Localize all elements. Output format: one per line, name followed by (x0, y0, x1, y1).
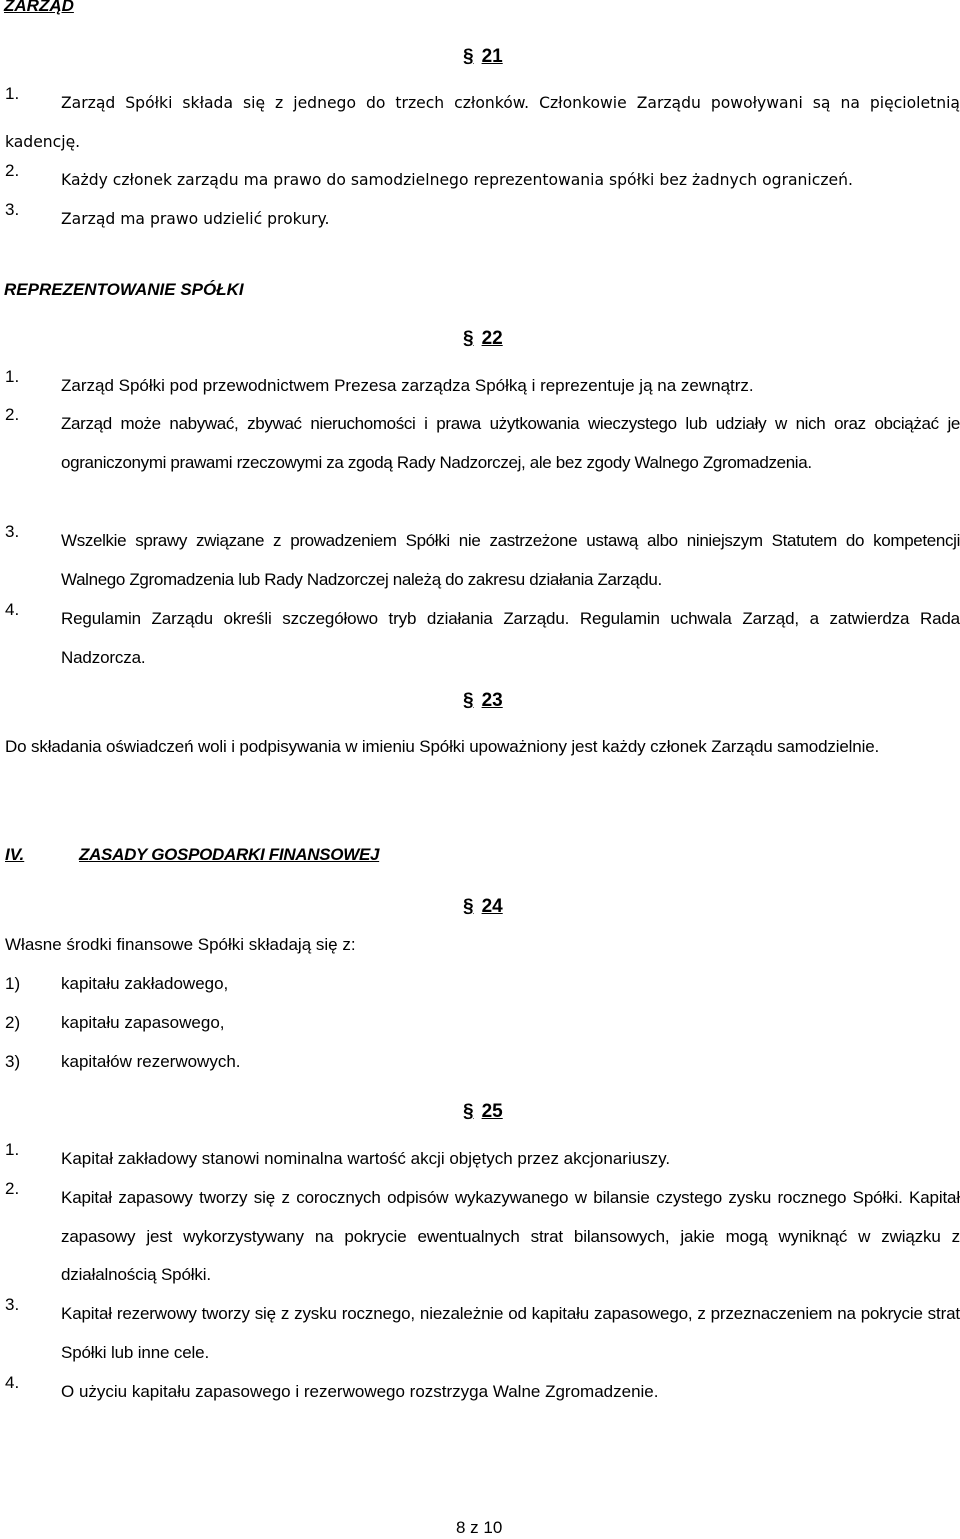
item-text: Zarząd ma prawo udzielić prokury. (61, 210, 330, 228)
section-22-mark (463, 328, 503, 350)
section-number: 21 (481, 46, 503, 67)
section-number: 23 (481, 690, 503, 711)
s24-intro: Własne środki finansowe Spółki składają się z: (5, 935, 356, 954)
item-number: 3. (5, 522, 20, 541)
item-number: 1. (5, 1140, 20, 1159)
chapter-title: ZASADY GOSPODARKI FINANSOWEJ (79, 845, 380, 864)
section-25-mark (463, 1101, 503, 1123)
section-24-mark (463, 896, 503, 918)
item-number: 2. (5, 405, 20, 424)
heading-reprezentowanie: REPREZENTOWANIE SPÓŁKI (4, 280, 244, 299)
item-number: 4. (5, 600, 20, 619)
item-text: Kapitał zakładowy stanowi nominalna wartość akcji objętych przez akcjonariuszy. (61, 1149, 671, 1168)
section-symbol: § (463, 328, 474, 349)
item-text: O użyciu kapitału zapasowego i rezerwowego rozstrzyga Walne Zgromadzenie. (61, 1382, 659, 1401)
section-symbol: § (463, 46, 474, 67)
s22-item-3 (5, 522, 960, 602)
item-number: 2. (5, 1179, 20, 1198)
s25-item-2 (5, 1179, 960, 1299)
s25-item-3 (5, 1295, 960, 1375)
item-number: 3) (5, 1052, 21, 1071)
s25-item-4 (5, 1373, 960, 1413)
item-number: 2) (5, 1013, 21, 1032)
s21-item-3 (5, 200, 960, 240)
item-text: Kapitał rezerwowy tworzy się z zysku rocznego, niezależnie od kapitału zapasowego, z przeznaczeniem na pokrycie strat Spółki lub inne cele. (61, 1304, 960, 1362)
s23-text: Do składania oświadczeń woli i podpisywania w imieniu Spółki upoważniony jest każdy członek Zarządu samodzielnie. (5, 737, 880, 756)
item-text: Zarząd może nabywać, zbywać nieruchomości i prawa użytkowania wieczystego lub udziały w nich oraz obciążać je ograniczonymi prawami rzeczowymi za zgodą Rady Nadzorczej, ale bez zgody Walnego Zgromadzenia. (61, 414, 960, 472)
item-number: 1. (5, 367, 20, 386)
section-number: 22 (481, 328, 503, 349)
item-number: 3. (5, 1295, 20, 1314)
item-text: Regulamin Zarządu określi szczegółowo tryb działania Zarządu. Regulamin uchwala Zarząd, a zatwierdza Rada Nadzorcza. (61, 609, 960, 667)
item-text: kapitałów rezerwowych. (61, 1052, 241, 1071)
item-number: 3. (5, 200, 20, 219)
s21-item-2 (5, 161, 960, 201)
item-text: kapitału zapasowego, (61, 1013, 225, 1032)
s22-item-1 (5, 367, 960, 407)
item-text: Zarząd Spółki pod przewodnictwem Prezesa zarządza Spółką i reprezentuje ją na zewnątrz. (61, 376, 754, 395)
item-number: 2. (5, 161, 20, 180)
section-symbol: § (463, 896, 474, 917)
heading-zarzad: ZARZĄD (4, 0, 74, 15)
section-symbol: § (463, 690, 474, 711)
section-symbol: § (463, 1101, 474, 1122)
section-number: 25 (481, 1101, 503, 1122)
section-21-mark (463, 46, 503, 68)
section-number: 24 (481, 896, 503, 917)
s22-item-4 (5, 600, 960, 680)
page-number: 8 z 10 (456, 1518, 503, 1537)
item-text: Każdy członek zarządu ma prawo do samodzielnego reprezentowania spółki bez żadnych ograniczeń. (61, 171, 853, 189)
s22-item-2 (5, 405, 960, 525)
s21-item-1 (5, 84, 960, 164)
item-number: 1. (5, 84, 20, 103)
item-number: 4. (5, 1373, 20, 1392)
s25-item-1 (5, 1140, 960, 1180)
item-text: kapitału zakładowego, (61, 974, 229, 993)
item-text: Zarząd Spółki składa się z jednego do trzech członków. Członkowie Zarządu powoływani są na pięcioletnią kadencję. (5, 94, 960, 151)
chapter-number: IV. (5, 845, 25, 864)
item-text: Wszelkie sprawy związane z prowadzeniem Spółki nie zastrzeżone ustawą albo niniejszym Statutem do kompetencji Walnego Zgromadzenia lub Rady Nadzorczej należą do zakresu działania Zarządu. (61, 531, 960, 589)
item-number: 1) (5, 974, 21, 993)
section-23-mark (463, 690, 503, 712)
item-text: Kapitał zapasowy tworzy się z corocznych odpisów wykazywanego w bilansie czystego zysku rocznego Spółki. Kapitał zapasowy jest wykorzystywany na pokrycie ewentualnych strat bilansowych, jakie mogą wyniknąć w związku z działalnością Spółki. (61, 1188, 960, 1284)
